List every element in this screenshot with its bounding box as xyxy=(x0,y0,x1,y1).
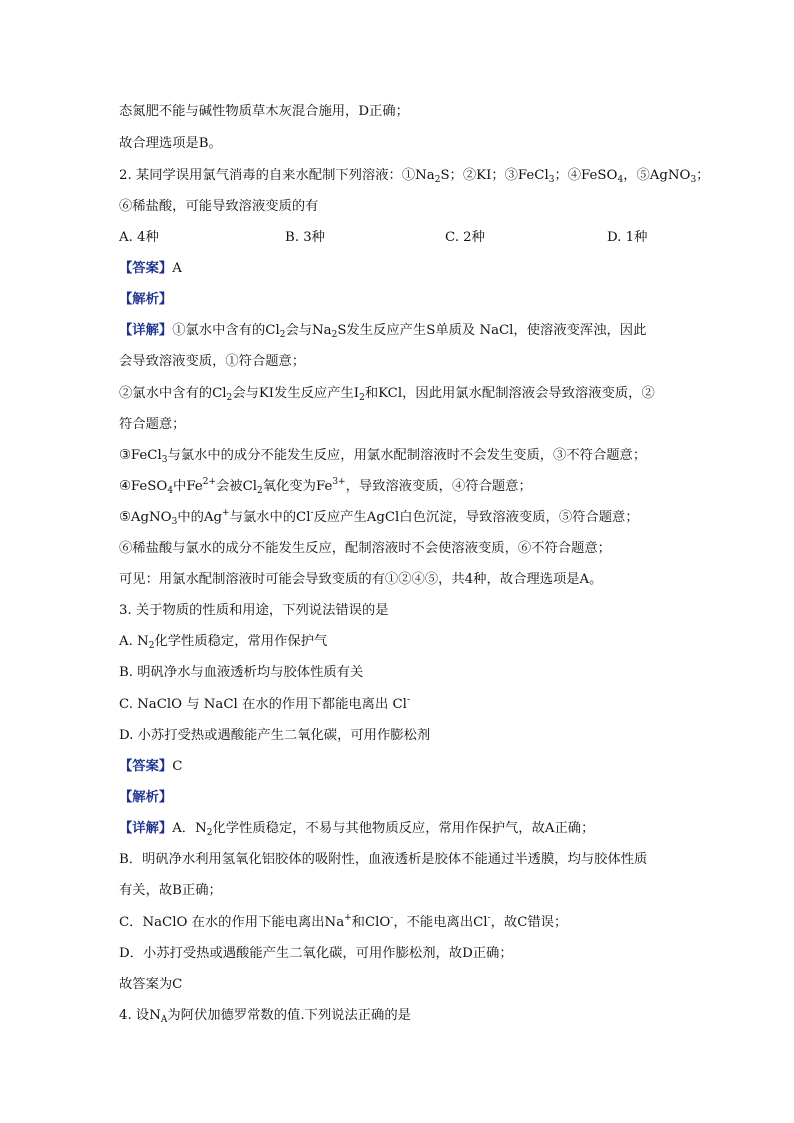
question-3-stem: 3. 关于物质的性质和用途，下列说法错误的是 xyxy=(119,603,389,618)
answer-value: C xyxy=(172,759,183,774)
explanation-line: 有关，故B正确； xyxy=(119,883,222,898)
explanation-line: 符合题意； xyxy=(119,417,186,432)
analysis-heading: 【解析】 xyxy=(119,292,173,307)
explanation-line: ④FeSO$_4$中$Fe^{2+}$会被$Cl_2$氧化变为$Fe^{3+}$，导致溶液变质，④符合题意； xyxy=(119,477,532,496)
option-c: C. 2种 xyxy=(445,230,485,245)
explanation-line: C．NaClO 在水的作用下能电离出Na+和ClO-，不能电离出Cl-，故C错误； xyxy=(119,913,568,930)
explanation-line: 可见：用氯水配制溶液时可能会导致变质的有①②④⑤，共4种，故合理选项是A。 xyxy=(119,572,603,587)
text-line: 故合理选项是B。 xyxy=(119,136,222,151)
text-line: 态氮肥不能与碱性物质草木灰混合施用，D正确； xyxy=(119,104,409,119)
question-2-stem-cont: ⑥稀盐酸，可能导致溶液变质的有 xyxy=(119,199,319,214)
answer-label: 【答案】 xyxy=(119,261,173,276)
answer-line xyxy=(119,259,724,279)
explanation-line: B．明矾净水利用氢氧化铝胶体的吸附性，血液透析是胶体不能通过半透膜，均与胶体性质 xyxy=(119,852,648,867)
answer-value: A xyxy=(172,261,182,276)
explanation-line: ③FeCl$_3$与氯水中的成分不能发生反应，用氯水配制溶液时不会发生变质，③不符合题意； xyxy=(119,448,647,465)
option-d: D. 1种 xyxy=(607,230,648,245)
explanation-line: ⑤AgNO$_3$中的Ag+与氯水中的Cl-反应产生AgCl白色沉淀，导致溶液变质，⑤符合题意； xyxy=(119,508,639,527)
explanation-line: 故答案为C xyxy=(119,977,183,992)
option-b: B. 3种 xyxy=(285,230,325,245)
answer-label: 【答案】 xyxy=(119,759,173,774)
option-a: A. 4种 xyxy=(119,230,159,245)
option-d: D. 小苏打受热或遇酸能产生二氧化碳，可用作膨松剂 xyxy=(119,728,431,743)
answer-line xyxy=(119,757,724,777)
explanation-line: 会导致溶液变质，①符合题意； xyxy=(119,354,306,369)
explanation-line: ⑥稀盐酸与氯水的成分不能发生反应，配制溶液时不会使溶液变质，⑥不符合题意； xyxy=(119,541,611,556)
question-4-stem: 4. 设$N_A$为阿伏加德罗常数的值.下列说法正确的是 xyxy=(119,1008,411,1025)
option-a: A. $N_2$化学性质稳定，常用作保护气 xyxy=(119,634,328,651)
analysis-heading: 【解析】 xyxy=(119,790,173,805)
question-2-options xyxy=(119,228,724,248)
option-c: C. NaClO 与 NaCl 在水的作用下都能电离出 Cl- xyxy=(119,695,410,712)
explanation-line: 【详解】A．$N_2$化学性质稳定，不易与其他物质反应，常用作保护气，故A正确； xyxy=(119,821,595,838)
explanation-line: D．小苏打受热或遇酸能产生二氧化碳，可用作膨松剂，故D正确； xyxy=(119,946,513,961)
explanation-line: ②氯水中含有的$Cl_2$会与KI发生反应产生$I_2$和KCl，因此用氯水配制溶液会导致溶液变质，② xyxy=(119,386,655,403)
option-b: B. 明矾净水与血液透析均与胶体性质有关 xyxy=(119,665,364,680)
explanation-line: 【详解】①氯水中含有的$Cl_2$会与$Na_2S$发生反应产生S单质及 NaCl，使溶液变浑浊，因此 xyxy=(119,323,647,340)
question-2-stem: 2. 某同学误用氯气消毒的自来水配制下列溶液：$①Na_2S$；②KI；③FeCl$_3$；④FeSO$_4$，⑤AgNO$_3$； xyxy=(119,168,710,185)
